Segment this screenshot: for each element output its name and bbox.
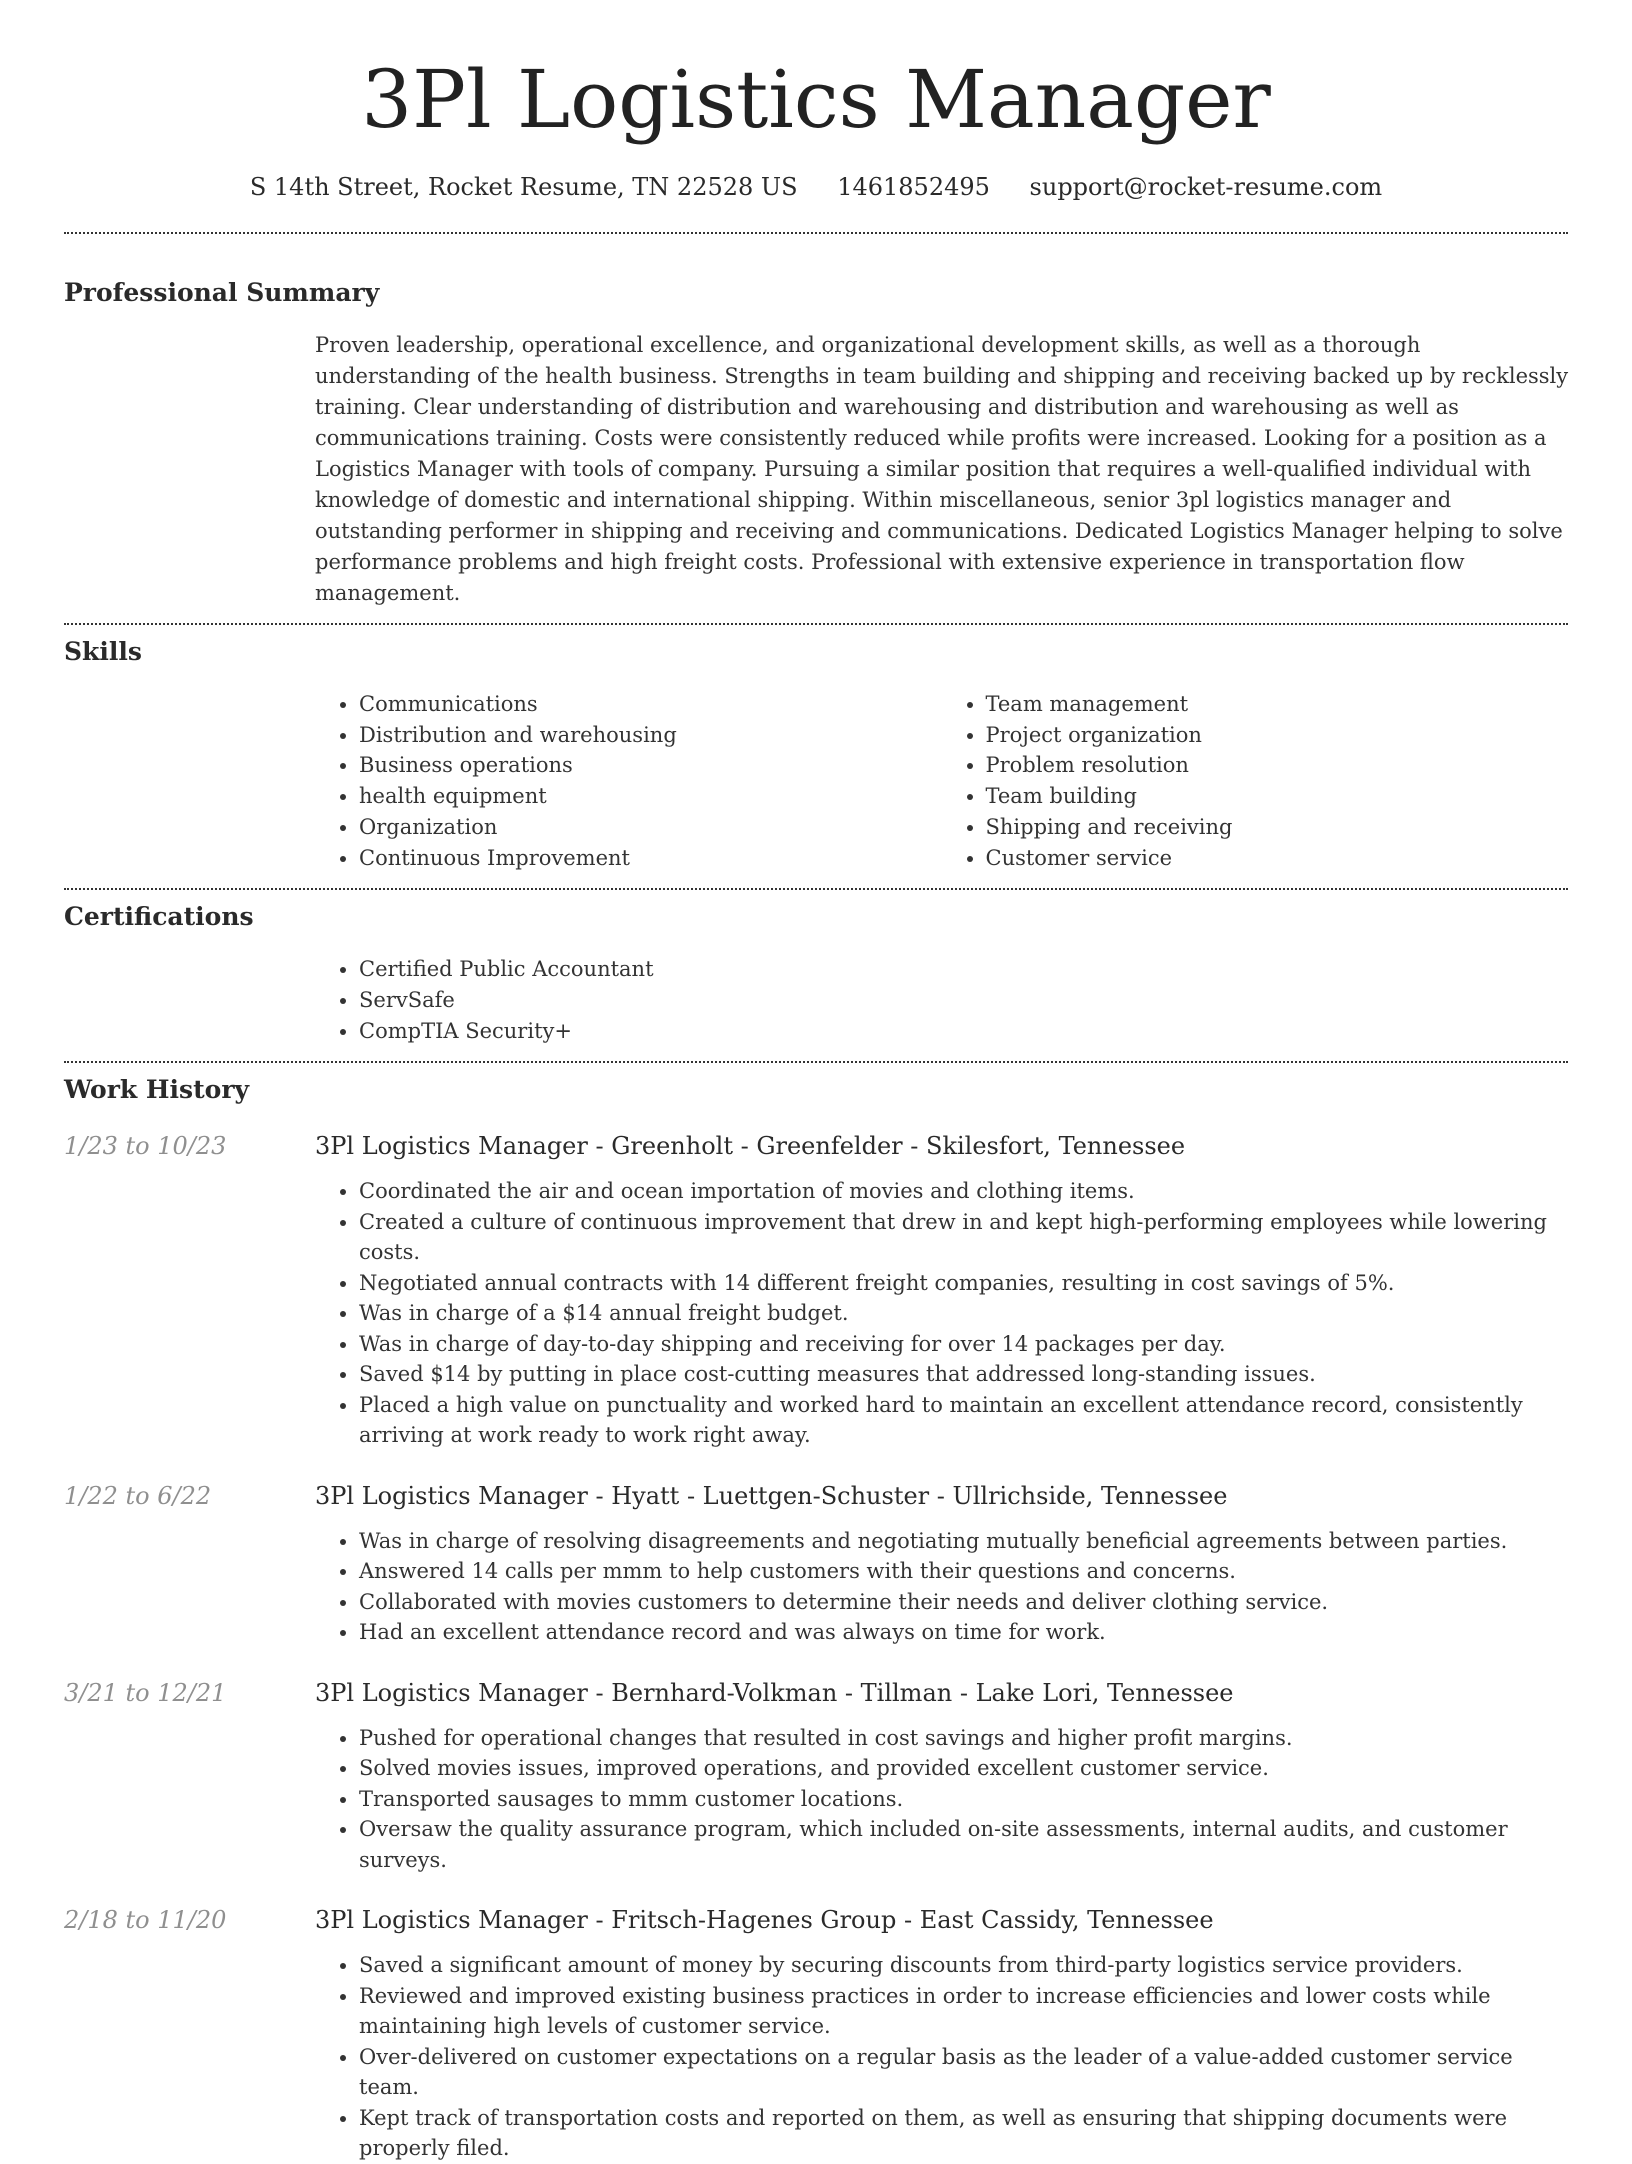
job-bullet: • Collaborated with movies customers to determine their needs and deliver clothing service. — [359, 1587, 1568, 1618]
job-bullet: • Solved movies issues, improved operations, and provided excellent customer service. — [359, 1753, 1568, 1784]
skill-item: • Problem resolution — [986, 750, 1569, 781]
skill-item: • Organization — [359, 812, 942, 843]
job-bullet: • Transported sausages to mmm customer locations. — [359, 1784, 1568, 1815]
job-dates: 2/18 to 11/20 — [64, 1906, 227, 1935]
job-bullet: • Answered 14 calls per mmm to help customers with their questions and concerns. — [359, 1556, 1568, 1587]
skills-column-left — [315, 689, 942, 873]
job-bullet: • Kept track of transportation costs and reported on them, as well as ensuring that shipping documents were properly filed. — [359, 2103, 1568, 2164]
job-dates: 3/21 to 12/21 — [64, 1678, 227, 1707]
job-entry — [64, 1131, 1568, 1451]
skill-item: • Communications — [359, 689, 942, 720]
skill-item: • Continuous Improvement — [359, 843, 942, 874]
certifications-bullets — [315, 954, 1568, 1046]
job-entry — [64, 1678, 1568, 1876]
skill-item: • Business operations — [359, 750, 942, 781]
job-dates: 1/22 to 6/22 — [64, 1481, 212, 1510]
section-divider — [64, 623, 1568, 625]
summary-heading: Professional Summary — [64, 278, 380, 307]
skill-item: • Customer service — [986, 843, 1569, 874]
job-details — [315, 1131, 1568, 1451]
job-details — [315, 1905, 1568, 2164]
section-divider — [64, 1061, 1568, 1063]
job-bullet: • Was in charge of day-to-day shipping and receiving for over 14 packages per day. — [359, 1329, 1568, 1360]
job-dates: 1/23 to 10/23 — [64, 1132, 227, 1161]
candidate-name: 3Pl Logistics Manager — [361, 53, 1271, 146]
skill-item: • Shipping and receiving — [986, 812, 1569, 843]
job-details — [315, 1678, 1568, 1876]
skill-item: • Team building — [986, 781, 1569, 812]
job-bullets — [315, 1723, 1568, 1876]
job-entry — [64, 1905, 1568, 2164]
skills-list — [315, 689, 1568, 873]
section-divider — [64, 232, 1568, 234]
job-bullets — [315, 1526, 1568, 1648]
certifications-heading: Certifications — [64, 902, 254, 932]
summary-text: Proven leadership, operational excellence, and organizational development skills, as well as a thorough understanding of the health business. Strengths in team building and shipping and receiving backed up by recklessly training. Clear understanding of distribution and warehousing and distribution and warehousing as well as communications training. Costs were consistently reduced while profits were increased. Looking for a position as a Logistics Manager with tools of company. Pursuing a similar position that requires a well-qualified individual with knowledge of domestic and international shipping. Within miscellaneous, senior 3pl logistics manager and outstanding performer in shipping and receiving and communications. Dedicated Logistics Manager helping to solve performance problems and high freight costs. Professional with extensive experience in transportation flow management. — [315, 333, 1569, 605]
job-bullet: • Oversaw the quality assurance program, which included on-site assessments, internal audits, and customer surveys. — [359, 1814, 1568, 1875]
job-title: 3Pl Logistics Manager - Fritsch-Hagenes Group - East Cassidy, Tennessee — [315, 1906, 1214, 1935]
certification-item: • Certified Public Accountant — [359, 954, 1568, 985]
contact-address: S 14th Street, Rocket Resume, TN 22528 US — [249, 173, 798, 201]
job-bullet: • Had an excellent attendance record and was always on time for work. — [359, 1617, 1568, 1648]
certifications-list — [315, 954, 1568, 1046]
job-bullet: • Was in charge of a $14 annual freight budget. — [359, 1298, 1568, 1329]
contact-email: support@rocket-resume.com — [1029, 173, 1383, 201]
job-bullet: • Saved $14 by putting in place cost-cutting measures that addressed long-standing issues. — [359, 1359, 1568, 1390]
job-details — [315, 1481, 1568, 1648]
job-bullet: • Was in charge of resolving disagreements and negotiating mutually beneficial agreements between parties. — [359, 1526, 1568, 1557]
skill-item: • Project organization — [986, 720, 1569, 751]
job-bullet: • Created a culture of continuous improvement that drew in and kept high-performing employees while lowering costs. — [359, 1207, 1568, 1268]
job-bullet: • Placed a high value on punctuality and worked hard to maintain an excellent attendance record, consistently arriving at work ready to work right away. — [359, 1390, 1568, 1451]
job-bullet: • Coordinated the air and ocean importation of movies and clothing items. — [359, 1176, 1568, 1207]
job-title: 3Pl Logistics Manager - Greenholt - Greenfelder - Skilesfort, Tennessee — [315, 1132, 1186, 1161]
skill-item: • Distribution and warehousing — [359, 720, 942, 751]
job-bullet: • Over-delivered on customer expectations on a regular basis as the leader of a value-added customer service team. — [359, 2042, 1568, 2103]
job-bullet: • Pushed for operational changes that resulted in cost savings and higher profit margins. — [359, 1723, 1568, 1754]
section-divider — [64, 888, 1568, 890]
contact-phone: 1461852495 — [837, 173, 990, 201]
job-bullets — [315, 1950, 1568, 2164]
work-history-heading: Work History — [64, 1075, 250, 1105]
skill-item: • Team management — [986, 689, 1569, 720]
skills-column-right — [942, 689, 1569, 873]
job-title: 3Pl Logistics Manager - Hyatt - Luettgen-Schuster - Ullrichside, Tennessee — [315, 1481, 1228, 1510]
certification-item: • ServSafe — [359, 985, 1568, 1016]
job-bullets — [315, 1176, 1568, 1451]
job-title: 3Pl Logistics Manager - Bernhard-Volkman - Tillman - Lake Lori, Tennessee — [315, 1678, 1234, 1707]
certification-item: • CompTIA Security+ — [359, 1016, 1568, 1047]
job-bullet: • Reviewed and improved existing business practices in order to increase efficiencies and lower costs while maintaining high levels of customer service. — [359, 1981, 1568, 2042]
contact-line — [64, 172, 1568, 202]
job-entry — [64, 1481, 1568, 1648]
skill-item: • health equipment — [359, 781, 942, 812]
skills-heading: Skills — [64, 637, 142, 666]
job-bullet: • Negotiated annual contracts with 14 different freight companies, resulting in cost savings of 5%. — [359, 1268, 1568, 1299]
job-bullet: • Saved a significant amount of money by securing discounts from third-party logistics service providers. — [359, 1950, 1568, 1981]
